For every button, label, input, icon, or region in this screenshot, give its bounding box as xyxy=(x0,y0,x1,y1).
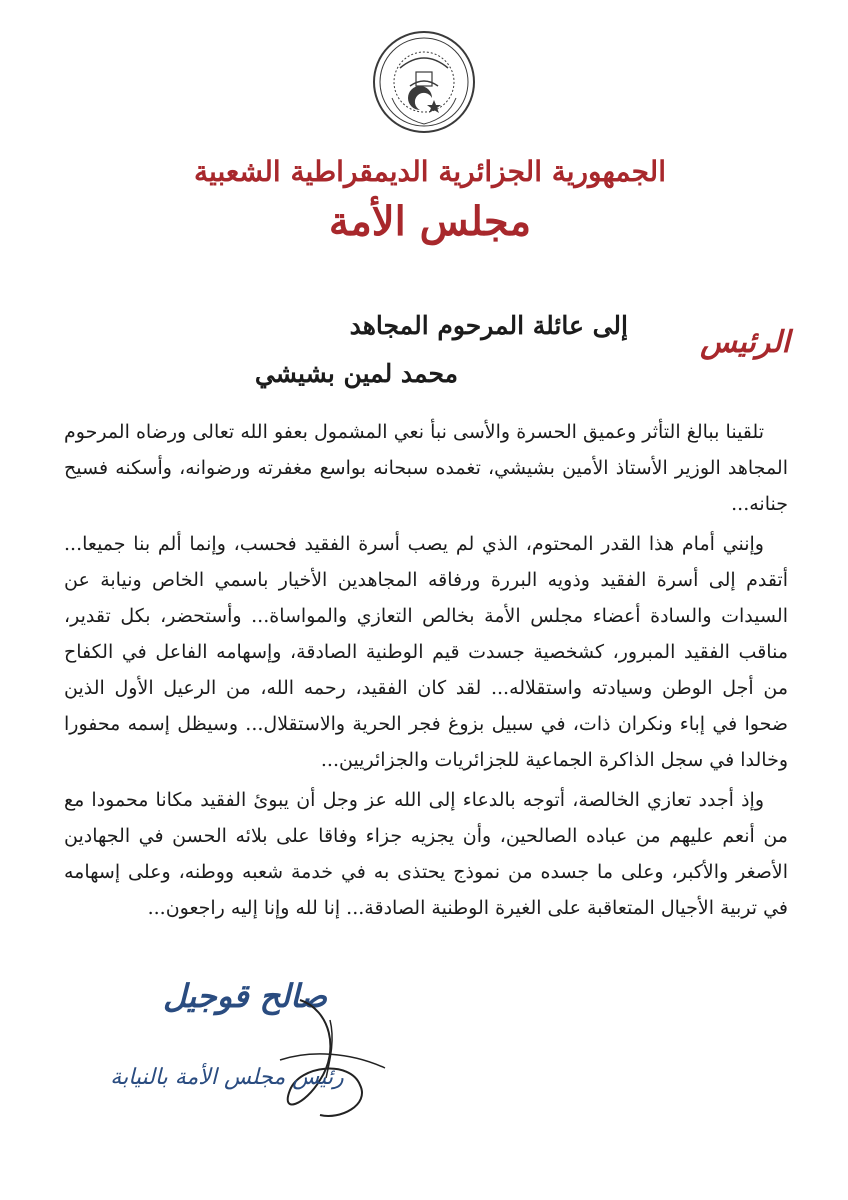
addressee-line-2: محمد لمين بشيشي xyxy=(254,359,458,388)
signatory-name: صالح قوجيل xyxy=(163,977,327,1015)
algerian-seal-icon xyxy=(370,28,478,136)
body-paragraph: وإنني أمام هذا القدر المحتوم، الذي لم يصب أسرة الفقيد فحسب، وإنما ألم بنا جميعا... أتقدم إلى أسرة الفقيد وذويه البررة ورفاقه المجاهدين الأخيار باسمي الخاص ونيابة عن السيدات والسادة أعضاء مجلس الأمة بخالص التعازي والمواساة... وأستحضر، بكل تقدير، مناقب الفقيد المبرور، كشخصية جسدت قيم الوطنية الصادقة، وإسهامه الفاعل في الكفاح من أجل الوطن وسيادته واستقلاله... لقد كان الفقيد، رحمه الله، من الرعيل الأول الذين ضحوا في إباء ونكران ذات، في سبيل بزوغ فجر الحرية والاستقلال... وسيظل إسمه محفورا وخالدا في سجل الذاكرة الجماعية للجزائريات والجزائريين... xyxy=(64,533,788,771)
president-label: الرئيس xyxy=(700,325,790,360)
council-heading: مجلس الأمة xyxy=(328,198,532,245)
letter-body xyxy=(64,414,788,930)
republic-heading: الجمهورية الجزائرية الديمقراطية الشعبية xyxy=(193,155,666,188)
body-paragraph: تلقينا ببالغ التأثر وعميق الحسرة والأسى نبأ نعي المشمول بعفو الله تعالى ورضاه المرحوم المجاهد الوزير الأستاذ الأمين بشيشي، تغمده سبحانه بواسع مغفرته ورضوانه، وأسكنه فسيح جنانه... xyxy=(64,421,788,515)
addressee-line-1: إلى عائلة المرحوم المجاهد xyxy=(349,311,628,340)
signatory-title: رئيس مجلس الأمة بالنيابة xyxy=(110,1065,344,1090)
body-paragraph: وإذ أجدد تعازي الخالصة، أتوجه بالدعاء إلى الله عز وجل أن يبوئ الفقيد مكانا محمودا مع من أنعم عليهم من عباده الصالحين، وأن يجزيه جزاء وفاقا على بلائه الحسن في الجهادين الأصغر والأكبر، وعلى ما جسده من نموذج يحتذى به في خدمة شعبه ووطنه، وعلى إسهامه في تربية الأجيال المتعاقبة على الغيرة الوطنية الصادقة... إنا لله وإنا إليه راجعون... xyxy=(64,789,788,919)
